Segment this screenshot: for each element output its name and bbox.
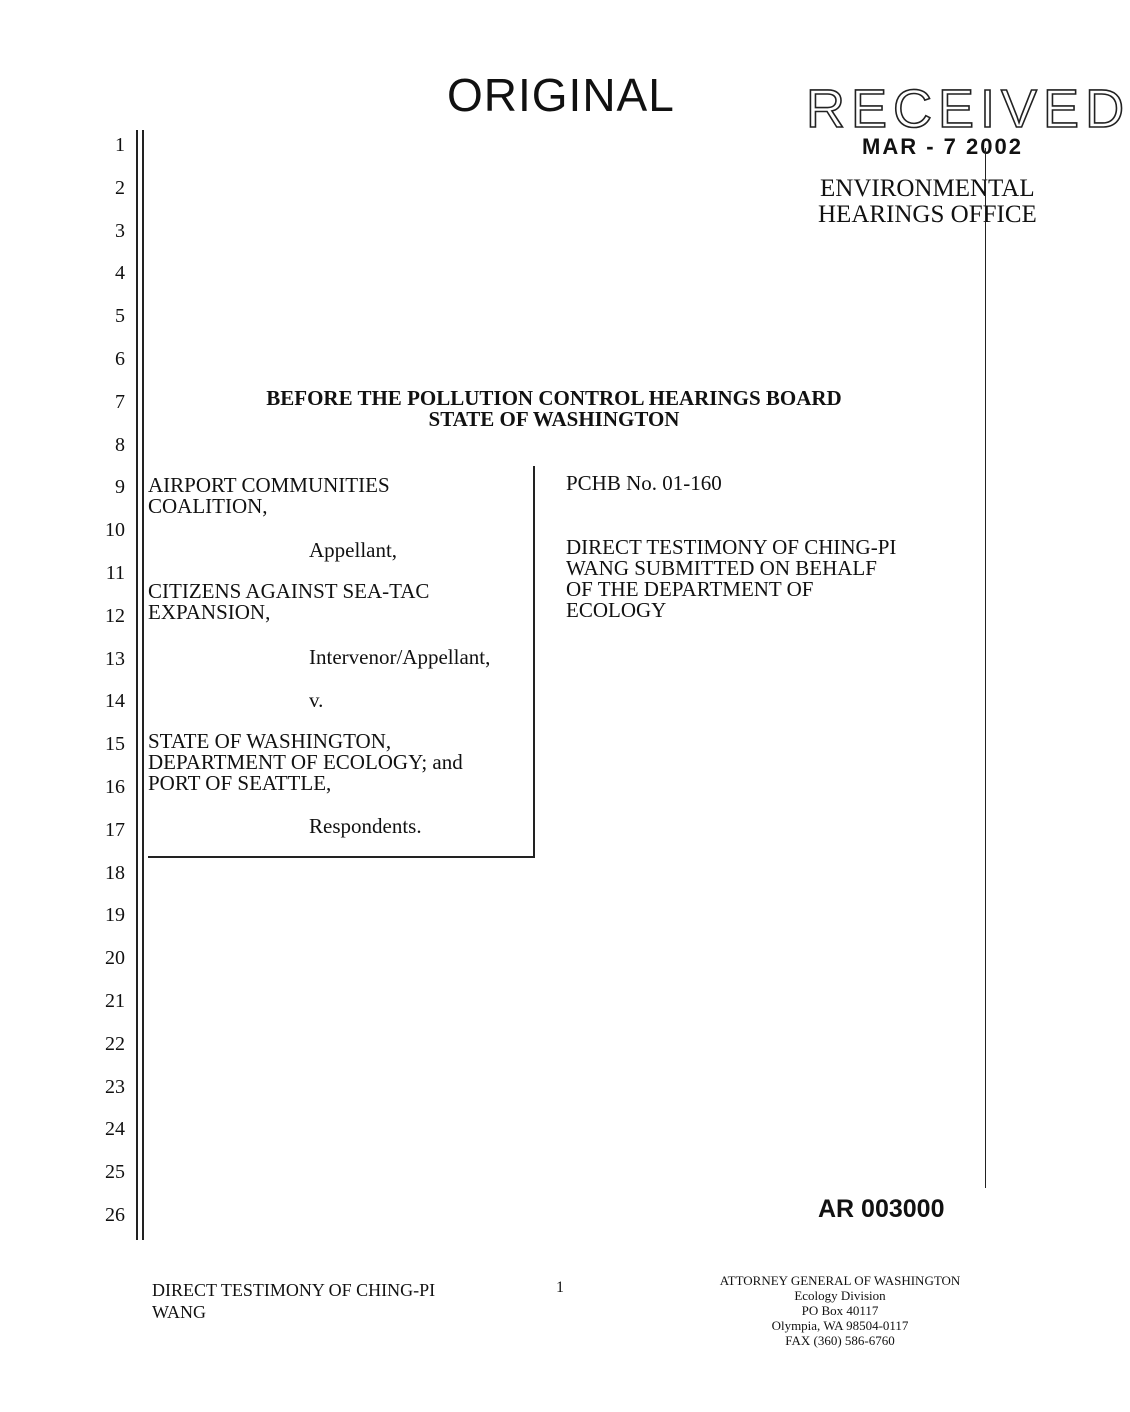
- line-number: 18: [105, 861, 125, 884]
- document-title-line-4: ECOLOGY: [566, 598, 667, 622]
- caption-bottom-rule: [148, 856, 535, 858]
- attorney-block: [700, 1273, 980, 1348]
- stamp-edge-line: [985, 148, 986, 1188]
- line-number: 7: [115, 390, 125, 413]
- appellant-name-line-2: COALITION,: [148, 494, 268, 518]
- line-number: 9: [115, 476, 125, 499]
- line-number: 21: [105, 990, 125, 1012]
- intervenor-name-line-2: EXPANSION,: [148, 600, 271, 624]
- office-stamp-line-2: HEARINGS OFFICE: [818, 201, 1037, 228]
- line-number-column: [0, 0, 130, 1412]
- line-number: 17: [105, 818, 125, 841]
- respondent-line-1: STATE OF WASHINGTON,: [148, 729, 392, 753]
- line-number: 22: [105, 1032, 125, 1055]
- line-number: 6: [115, 348, 125, 370]
- line-number: 3: [115, 219, 125, 242]
- original-stamp: ORIGINAL: [447, 69, 675, 121]
- case-number: PCHB No. 01-160: [566, 471, 722, 495]
- line-number: 15: [105, 733, 125, 756]
- line-number: 24: [105, 1118, 125, 1141]
- ar-number: AR 003000: [818, 1195, 945, 1223]
- respondent-line-3: PORT OF SEATTLE,: [148, 771, 332, 795]
- line-number: 8: [115, 433, 125, 456]
- versus: v.: [309, 688, 324, 712]
- line-number: 1: [115, 134, 125, 156]
- board-state: STATE OF WASHINGTON: [428, 407, 680, 431]
- line-number: 5: [115, 305, 125, 328]
- document-title-line-1: DIRECT TESTIMONY OF CHING-PI: [566, 535, 897, 559]
- received-date: MAR - 7 2002: [862, 134, 1023, 159]
- document-title-line-2: WANG SUBMITTED ON BEHALF: [566, 556, 877, 580]
- line-number: 13: [105, 647, 125, 670]
- margin-rule-left: [136, 130, 138, 1240]
- footer-title-line-2: WANG: [152, 1302, 206, 1322]
- line-number: 10: [105, 519, 125, 542]
- line-number: 12: [105, 604, 125, 627]
- attorney-fax: FAX (360) 586-6760: [785, 1333, 895, 1348]
- line-number: 2: [115, 176, 125, 199]
- line-number: 26: [105, 1204, 125, 1226]
- line-number: 23: [105, 1075, 125, 1098]
- intervenor-name-line-1: CITIZENS AGAINST SEA-TAC: [148, 579, 430, 603]
- respondent-role: Respondents.: [309, 814, 422, 838]
- attorney-division: Ecology Division: [794, 1288, 886, 1303]
- line-number: 19: [105, 904, 125, 927]
- line-number: 16: [105, 776, 125, 798]
- page-number: 1: [556, 1279, 564, 1296]
- appellant-name-line-1: AIRPORT COMMUNITIES: [148, 473, 390, 497]
- received-stamp: RECEIVED: [806, 79, 1130, 139]
- document-title-line-3: OF THE DEPARTMENT OF: [566, 577, 814, 601]
- attorney-po-box: PO Box 40117: [801, 1303, 879, 1318]
- appellant-role: Appellant,: [309, 538, 398, 562]
- footer-title-line-1: DIRECT TESTIMONY OF CHING-PI: [152, 1280, 436, 1300]
- board-title: BEFORE THE POLLUTION CONTROL HEARINGS BOARD: [266, 386, 842, 410]
- line-number: 20: [105, 947, 125, 970]
- attorney-office: ATTORNEY GENERAL OF WASHINGTON: [719, 1273, 961, 1288]
- caption-divider: [533, 466, 535, 858]
- intervenor-role: Intervenor/Appellant,: [309, 645, 491, 669]
- line-number: 11: [105, 562, 125, 584]
- attorney-city: Olympia, WA 98504-0117: [771, 1318, 909, 1333]
- line-number: 25: [105, 1161, 125, 1184]
- respondent-line-2: DEPARTMENT OF ECOLOGY; and: [148, 750, 463, 774]
- office-stamp-line-1: ENVIRONMENTAL: [820, 175, 1035, 202]
- line-number: 14: [105, 690, 125, 713]
- line-number: 4: [115, 262, 125, 285]
- margin-rule-right: [142, 130, 144, 1240]
